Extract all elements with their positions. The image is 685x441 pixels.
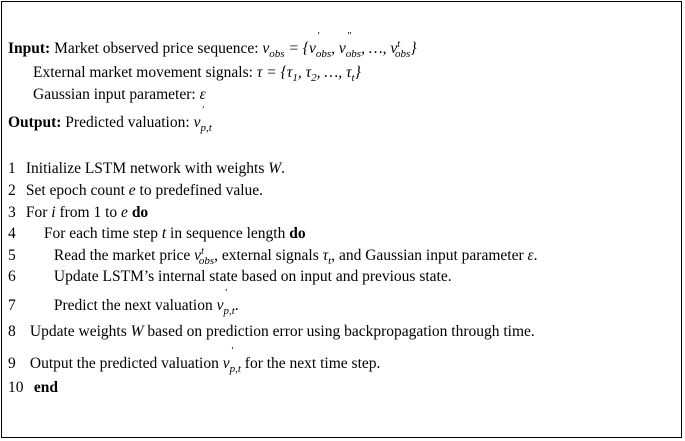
output-line <box>8 105 212 134</box>
input-line <box>8 31 417 60</box>
input-desc-1: Market observed price sequence: <box>54 40 263 57</box>
input-label: Input: <box>8 40 51 57</box>
step-1: 1 Initialize LSTM network with weights W. <box>8 160 286 177</box>
step-7: 7 Predict the next valuation v ′ $_{p,t}$. <box>8 288 239 317</box>
math-tau: $\tau = \{\tau_1$, $\tau_2$, …, $\tau_t$} <box>256 64 361 84</box>
input-desc-3: Gaussian input parameter: <box>33 86 200 103</box>
math-vpt: v ′ $_{p,t}$ <box>193 105 212 134</box>
math-epsilon: ε <box>199 86 206 103</box>
step-8: 8 Update weights W based on prediction error using backpropagation through time. <box>8 323 535 340</box>
step-6: 6 Update LSTM’s internal state based on input and previous state. <box>8 268 452 285</box>
step-3: 3 For i from 1 to e do <box>8 204 149 221</box>
output-desc: Predicted valuation: <box>65 114 194 131</box>
math-v-obs: $v_{obs} = \{v$ ′ $_{obs}$, v ″ $_{obs}$, …, $v^t_{obs}$} <box>262 31 417 60</box>
input-line-2 <box>33 64 361 83</box>
step-4: 4 For each time step t in sequence length do <box>8 225 306 242</box>
input-desc-2: External market movement signals: <box>33 64 257 81</box>
algorithm-box <box>1 1 682 438</box>
input-line-3 <box>33 86 206 104</box>
step-10: 10 end <box>8 379 58 396</box>
step-5: 5 Read the market price $v^t_{obs}$, external signals $\tau_t$, and Gaussian input parameter ε. <box>8 246 538 267</box>
step-2: 2 Set epoch count e to predefined value. <box>8 182 264 199</box>
step-9: 9 Output the predicted valuation v ′ $_{p,t}$ for the next time step. <box>8 346 381 375</box>
output-label: Output: <box>8 114 62 131</box>
